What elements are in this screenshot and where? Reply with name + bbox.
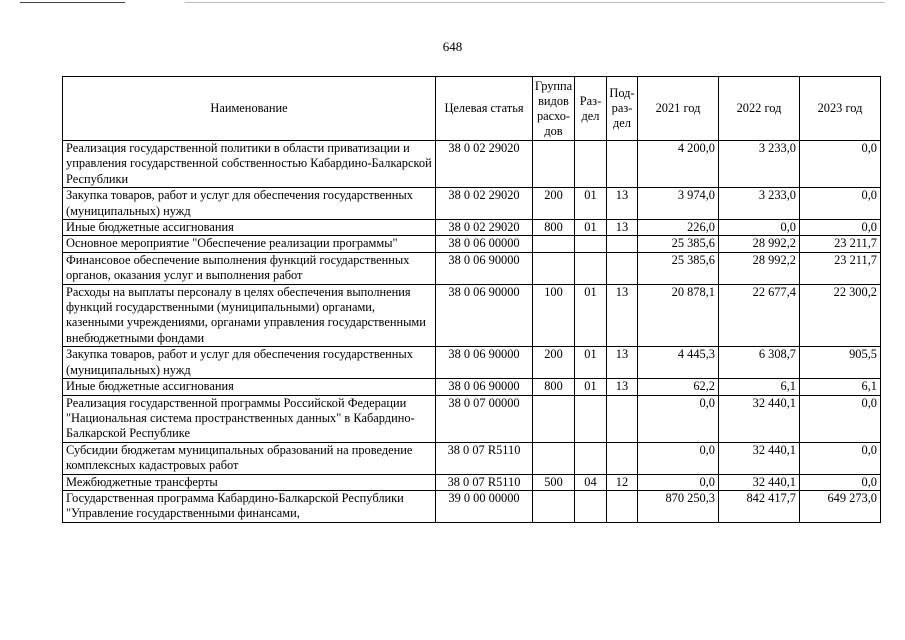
row-target-code: 38 0 06 00000 [436, 236, 533, 252]
row-subsection: 13 [607, 284, 638, 347]
row-amount-2022: 6 308,7 [719, 347, 800, 379]
row-target-code: 38 0 06 90000 [436, 284, 533, 347]
table-row [63, 252, 881, 284]
row-section [575, 442, 607, 474]
row-target-code: 38 0 02 29020 [436, 188, 533, 220]
row-amount-2021: 25 385,6 [638, 236, 719, 252]
row-name: Государственная программа Кабардино-Балкарской Республики "Управление государственными финансами, [63, 490, 436, 522]
row-amount-2022: 0,0 [719, 220, 800, 236]
row-section [575, 395, 607, 442]
row-amount-2022: 32 440,1 [719, 395, 800, 442]
row-target-code: 38 0 06 90000 [436, 379, 533, 395]
row-amount-2023: 0,0 [800, 474, 881, 490]
table-row [63, 236, 881, 252]
row-expense-group [533, 236, 575, 252]
row-subsection [607, 236, 638, 252]
row-amount-2021: 25 385,6 [638, 252, 719, 284]
row-target-code: 38 0 06 90000 [436, 252, 533, 284]
budget-table [62, 76, 881, 523]
col-header-group: Группа видов расхо-дов [533, 77, 575, 141]
row-amount-2022: 22 677,4 [719, 284, 800, 347]
row-amount-2022: 3 233,0 [719, 141, 800, 188]
row-section: 01 [575, 284, 607, 347]
table-row [63, 284, 881, 347]
row-target-code: 39 0 00 00000 [436, 490, 533, 522]
row-name: Реализация государственной программы Российской Федерации "Национальная система пространственных данных" в Кабардино-Балкарской Республике [63, 395, 436, 442]
row-amount-2021: 870 250,3 [638, 490, 719, 522]
row-amount-2023: 0,0 [800, 442, 881, 474]
table-row [63, 442, 881, 474]
row-amount-2021: 226,0 [638, 220, 719, 236]
row-amount-2021: 62,2 [638, 379, 719, 395]
scan-edge-line [20, 2, 125, 3]
row-name: Иные бюджетные ассигнования [63, 220, 436, 236]
row-amount-2023: 22 300,2 [800, 284, 881, 347]
row-amount-2023: 0,0 [800, 395, 881, 442]
row-amount-2021: 0,0 [638, 395, 719, 442]
row-name: Закупка товаров, работ и услуг для обеспечения государственных (муниципальных) нужд [63, 347, 436, 379]
row-amount-2022: 32 440,1 [719, 442, 800, 474]
row-target-code: 38 0 02 29020 [436, 220, 533, 236]
col-header-subsection: Под-раз-дел [607, 77, 638, 141]
table-row [63, 395, 881, 442]
col-header-target: Целевая статья [436, 77, 533, 141]
col-header-2023: 2023 год [800, 77, 881, 141]
row-expense-group: 800 [533, 379, 575, 395]
row-amount-2023: 6,1 [800, 379, 881, 395]
row-expense-group: 500 [533, 474, 575, 490]
row-subsection: 12 [607, 474, 638, 490]
row-amount-2023: 0,0 [800, 141, 881, 188]
row-expense-group: 800 [533, 220, 575, 236]
col-header-name: Наименование [63, 77, 436, 141]
row-amount-2021: 0,0 [638, 474, 719, 490]
table-row [63, 490, 881, 522]
col-header-section: Раз-дел [575, 77, 607, 141]
row-expense-group [533, 490, 575, 522]
row-subsection: 13 [607, 379, 638, 395]
row-section: 04 [575, 474, 607, 490]
row-name: Субсидии бюджетам муниципальных образований на проведение комплексных кадастровых работ [63, 442, 436, 474]
row-amount-2022: 28 992,2 [719, 252, 800, 284]
row-amount-2022: 6,1 [719, 379, 800, 395]
row-target-code: 38 0 07 R5110 [436, 442, 533, 474]
row-amount-2022: 32 440,1 [719, 474, 800, 490]
row-amount-2022: 842 417,7 [719, 490, 800, 522]
row-amount-2023: 23 211,7 [800, 252, 881, 284]
row-expense-group: 200 [533, 188, 575, 220]
table-header-row [63, 77, 881, 141]
row-name: Закупка товаров, работ и услуг для обеспечения государственных (муниципальных) нужд [63, 188, 436, 220]
table-row [63, 347, 881, 379]
row-expense-group [533, 395, 575, 442]
row-subsection [607, 442, 638, 474]
row-amount-2023: 649 273,0 [800, 490, 881, 522]
page-number: 648 [442, 39, 463, 54]
row-section [575, 490, 607, 522]
row-amount-2021: 4 200,0 [638, 141, 719, 188]
row-amount-2023: 0,0 [800, 220, 881, 236]
col-header-2022: 2022 год [719, 77, 800, 141]
row-section [575, 236, 607, 252]
row-target-code: 38 0 07 R5110 [436, 474, 533, 490]
row-subsection [607, 490, 638, 522]
row-subsection [607, 252, 638, 284]
row-amount-2021: 0,0 [638, 442, 719, 474]
row-subsection: 13 [607, 347, 638, 379]
row-expense-group [533, 442, 575, 474]
row-subsection: 13 [607, 188, 638, 220]
row-subsection [607, 395, 638, 442]
row-amount-2023: 23 211,7 [800, 236, 881, 252]
row-amount-2022: 28 992,2 [719, 236, 800, 252]
row-amount-2023: 0,0 [800, 188, 881, 220]
row-amount-2021: 20 878,1 [638, 284, 719, 347]
row-name: Основное мероприятие "Обеспечение реализации программы" [63, 236, 436, 252]
table-row [63, 220, 881, 236]
row-section: 01 [575, 188, 607, 220]
row-section [575, 141, 607, 188]
row-amount-2022: 3 233,0 [719, 188, 800, 220]
row-amount-2021: 4 445,3 [638, 347, 719, 379]
row-name: Межбюджетные трансферты [63, 474, 436, 490]
row-amount-2021: 3 974,0 [638, 188, 719, 220]
row-section: 01 [575, 379, 607, 395]
row-expense-group: 100 [533, 284, 575, 347]
row-expense-group: 200 [533, 347, 575, 379]
col-header-2021: 2021 год [638, 77, 719, 141]
table-row [63, 141, 881, 188]
row-name: Расходы на выплаты персоналу в целях обеспечения выполнения функций государственными (муниципальными) органами, казенными учреждениями, органами управления государственными внебюджетными фондами [63, 284, 436, 347]
row-section [575, 252, 607, 284]
scan-edge-line [185, 2, 885, 3]
row-target-code: 38 0 07 00000 [436, 395, 533, 442]
row-name: Иные бюджетные ассигнования [63, 379, 436, 395]
row-subsection: 13 [607, 220, 638, 236]
row-name: Финансовое обеспечение выполнения функций государственных органов, оказания услуг и выполнения работ [63, 252, 436, 284]
row-amount-2023: 905,5 [800, 347, 881, 379]
table-row [63, 379, 881, 395]
row-target-code: 38 0 02 29020 [436, 141, 533, 188]
row-target-code: 38 0 06 90000 [436, 347, 533, 379]
row-expense-group [533, 252, 575, 284]
row-section: 01 [575, 347, 607, 379]
row-section: 01 [575, 220, 607, 236]
row-subsection [607, 141, 638, 188]
row-expense-group [533, 141, 575, 188]
table-row [63, 474, 881, 490]
row-name: Реализация государственной политики в области приватизации и управления государственной собственностью Кабардино-Балкарской Республики [63, 141, 436, 188]
table-row [63, 188, 881, 220]
